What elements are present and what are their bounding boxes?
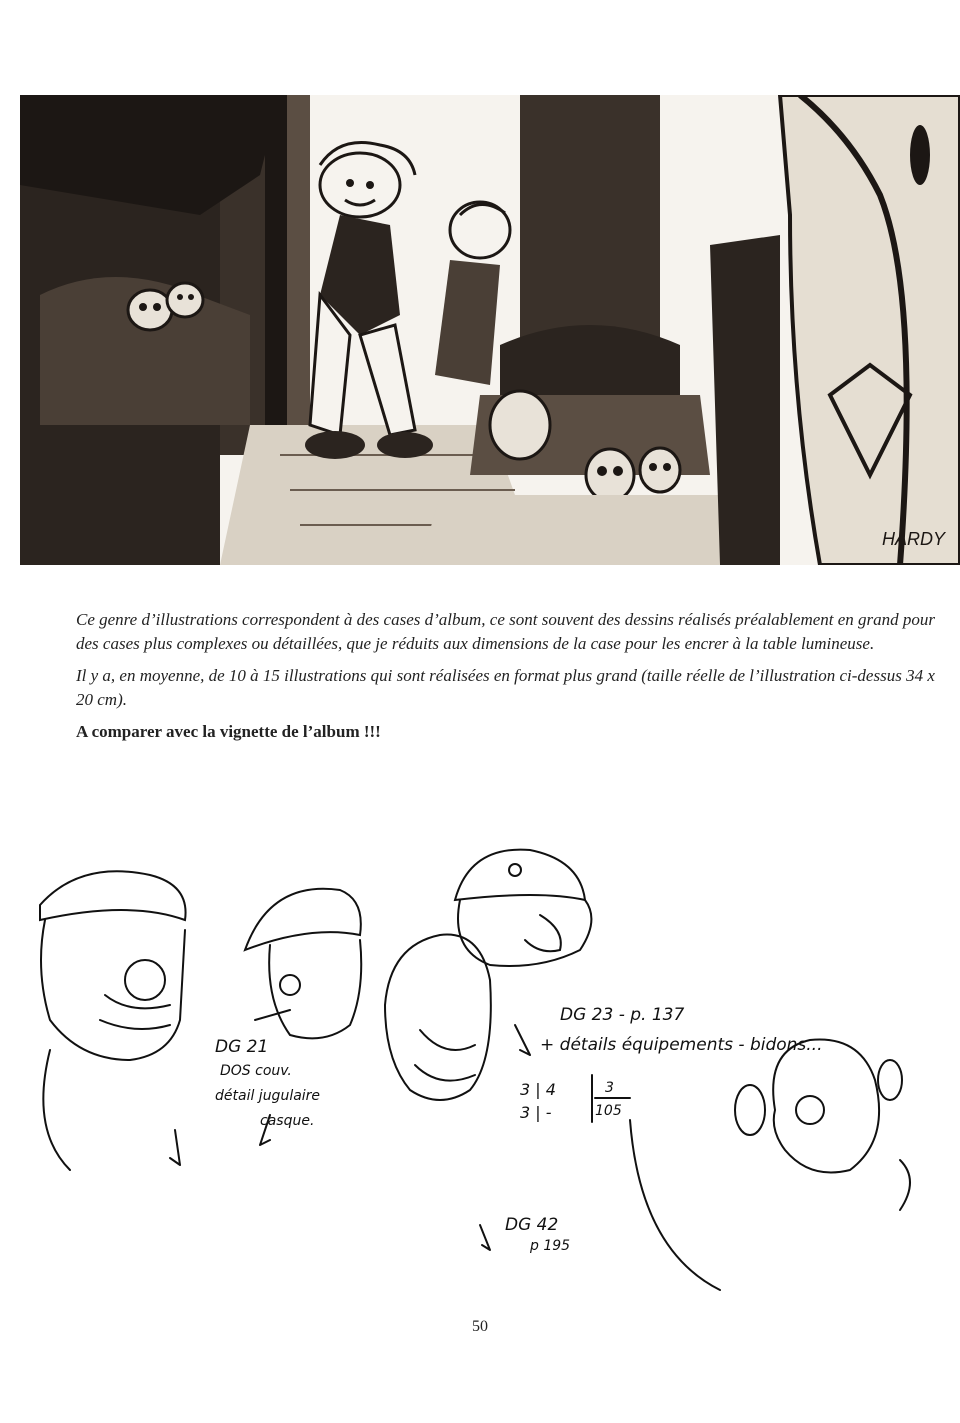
note-calc-a: 3 | 4 [520, 1080, 556, 1099]
ink-illustration [20, 95, 960, 565]
note-p195: p 195 [530, 1238, 571, 1254]
note-dg42: DG 42 [505, 1215, 559, 1235]
page-number: 50 [472, 1318, 488, 1335]
note-casque: casque. [260, 1113, 315, 1129]
note-calc-d: 105 [595, 1103, 622, 1119]
ink-illustration-drawing [20, 95, 960, 565]
sketch-sheet [20, 830, 940, 1310]
sketch-head-1 [40, 871, 186, 1170]
caption-block [76, 608, 938, 752]
sketch-head-5 [630, 1040, 910, 1291]
sketch-head-4 [385, 935, 491, 1250]
caption-paragraph-1: Ce genre d’illustrations correspondent à des cases d’album, ce sont souvent des dessins réalisés préalablement en grand pour des cases plus complexes ou détaillées, que je réduits aux dimensions de la case pour les encrer à la table lumineuse. [76, 610, 936, 653]
artist-signature: HARDY [882, 529, 946, 549]
note-calc-c: 3 [605, 1080, 614, 1096]
caption-paragraph-2: Il y a, en moyenne, de 10 à 15 illustrations qui sont réalisées en format plus grand (taille réelle de l’illustration ci-dessus 34 x 20 cm). [76, 666, 935, 709]
sketch-sheet-drawing [20, 830, 940, 1310]
note-dg23: DG 23 - p. 137 [560, 1005, 685, 1025]
caption-emphasis: A comparer avec la vignette de l’album !!! [76, 722, 381, 741]
note-dos-couv: DOS couv. [220, 1063, 292, 1079]
sketch-head-2 [245, 889, 361, 1145]
note-calc-b: 3 | - [520, 1103, 552, 1122]
note-detail-jugulaire: détail jugulaire [215, 1088, 321, 1104]
note-details-equipements: + détails équipements - bidons... [540, 1035, 823, 1055]
note-dg21: DG 21 [215, 1037, 269, 1057]
